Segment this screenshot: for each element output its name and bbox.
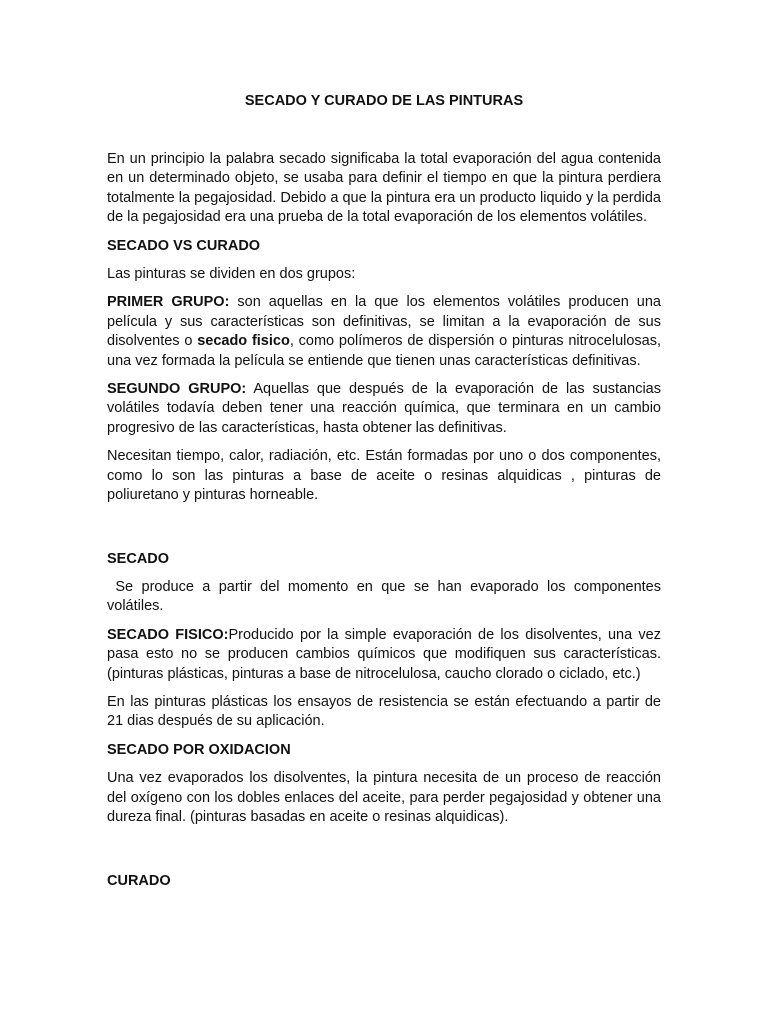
primer-grupo-paragraph (107, 293, 661, 371)
primer-grupo-text-a: son aquellas en la que los elementos volátiles producen una película y sus características son definitivas, se limitan a la evaporación de sus disolventes o (107, 294, 661, 350)
primer-grupo-text-b: , como polímeros de dispersión o pinturas nitrocelulosas, una vez formada la película se entiende que tienen unas características definitivas. (107, 333, 662, 369)
heading-curado: CURADO (107, 873, 171, 890)
document-title: SECADO Y CURADO DE LAS PINTURAS (244, 93, 524, 109)
secado-intro-paragraph: Se produce a partir del momento en que se han evaporado los componentes volátiles. (107, 578, 666, 615)
heading-secado-por-oxidacion: SECADO POR OXIDACION (107, 741, 291, 758)
oxidacion-paragraph: Una vez evaporados los disolventes, la pintura necesita de un proceso de reacción del oxígeno con los dobles enlaces del aceite, para perder pegajosidad y obtener una dureza final. (pinturas basadas en aceite o resinas alquidicas). (107, 770, 661, 825)
intro-paragraph: En un principio la palabra secado significaba la total evaporación del agua contenida en un determinado objeto, se usaba para definir el tiempo en que la pintura perdiera totalmente la pegajosidad. Debido a que la pintura era un producto liquido y la perdida de la pegajosidad era una prueba de la total evaporación de los elementos volátiles. (107, 151, 661, 226)
segundo-grupo-label: SEGUNDO GRUPO: (107, 381, 247, 398)
document-body (107, 150, 666, 892)
segundo-grupo-paragraph (107, 380, 661, 438)
secado-fisico-emphasis: secado fisico (197, 333, 290, 350)
primer-grupo-label: PRIMER GRUPO: (107, 294, 230, 311)
secado-fisico-paragraph (107, 626, 661, 684)
necesitan-paragraph: Necesitan tiempo, calor, radiación, etc. Están formadas por uno o dos componentes, como lo son las pinturas a base de aceite o resinas alquidicas , pinturas de poliuretano y pinturas horneable. (107, 448, 661, 504)
groups-intro-paragraph: Las pinturas se dividen en dos grupos: (107, 266, 356, 283)
secado-fisico-label: SECADO FISICO: (107, 626, 229, 643)
heading-secado-vs-curado: SECADO VS CURADO (107, 237, 261, 254)
heading-secado: SECADO (107, 550, 170, 567)
pinturas-plasticas-paragraph: En las pinturas plásticas los ensayos de resistencia se están efectuando a partir de 21 dias después de su aplicación. (107, 693, 661, 730)
segundo-grupo-text: Aquellas que después de la evaporación de las sustancias volátiles todavía deben tener una reacción química, que terminara en un cambio progresivo de las características, hasta obtener las definitivas. (107, 381, 661, 436)
secado-fisico-text: Producido por la simple evaporación de los disolventes, una vez pasa esto no se producen cambios químicos que modifiquen sus características. (pinturas plásticas, pinturas a base de nitrocelulosa, caucho clorado o ciclado, etc.) (107, 626, 661, 682)
